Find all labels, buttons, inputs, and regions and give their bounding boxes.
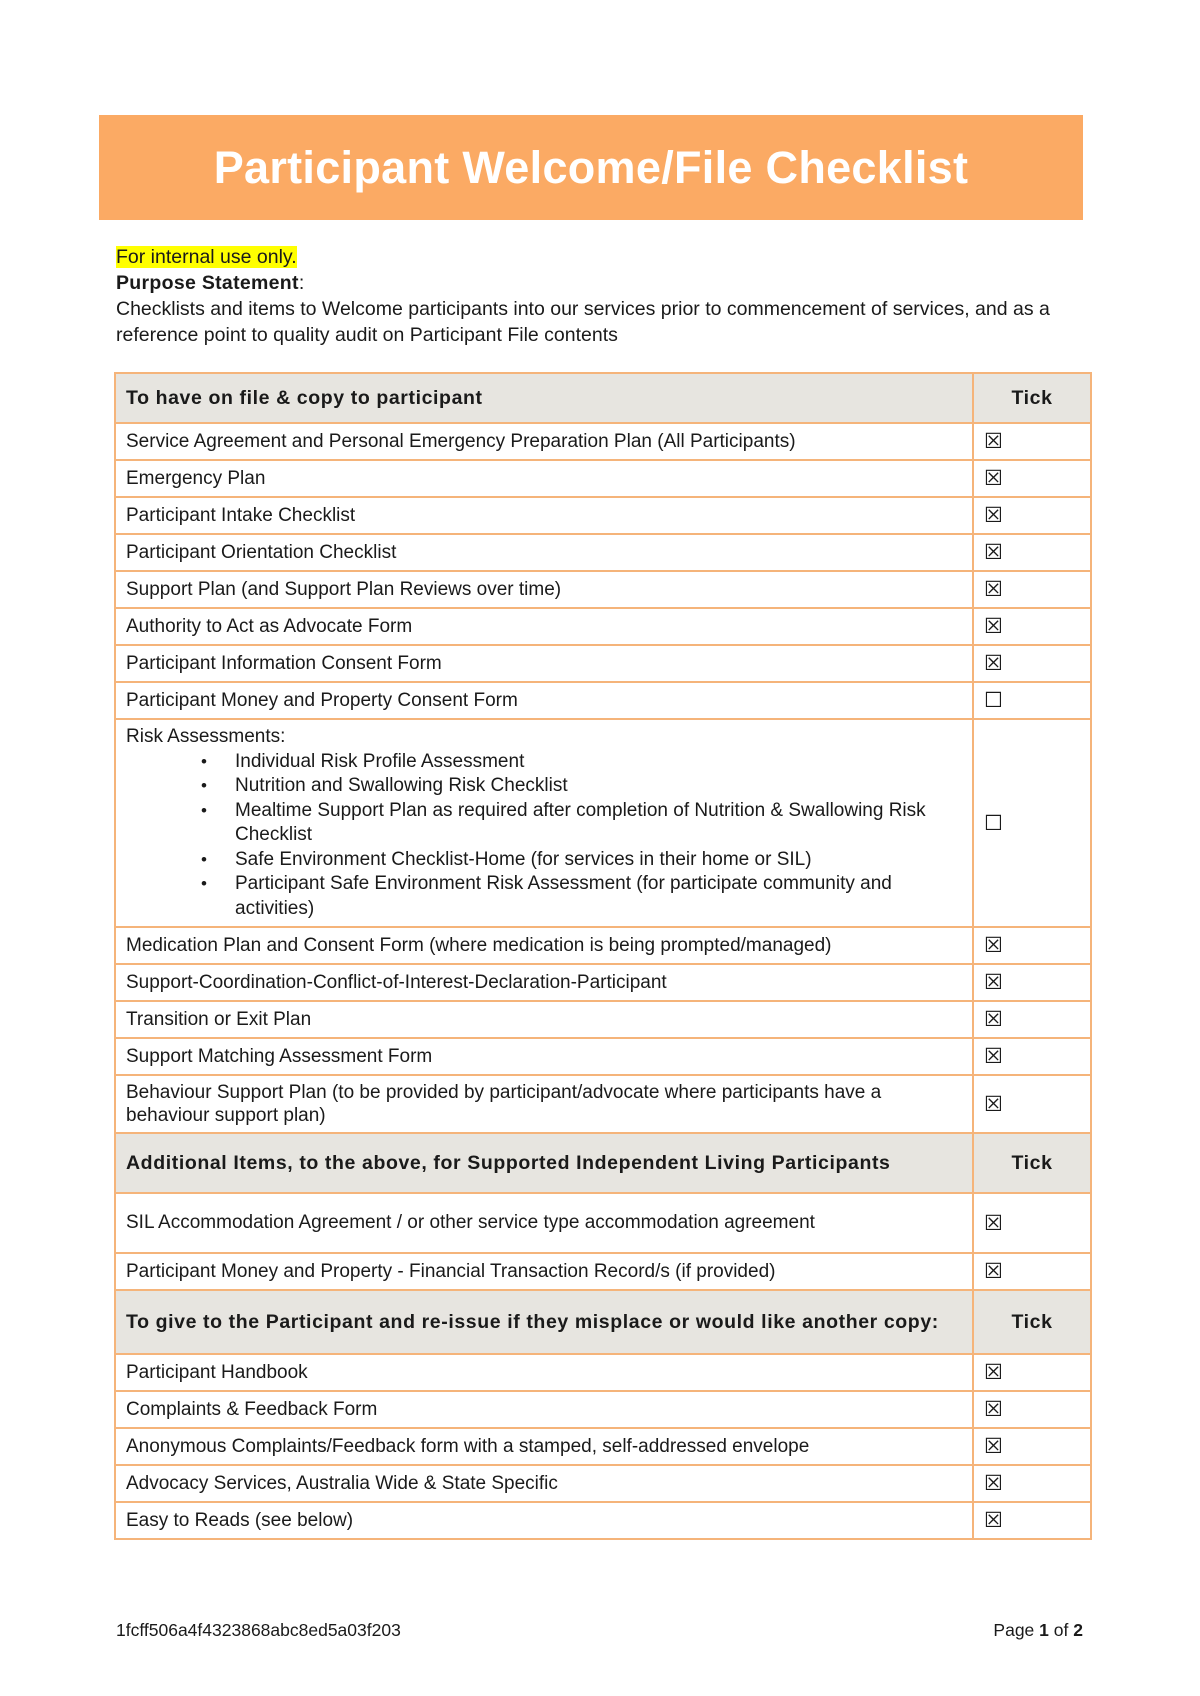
checkbox-checked[interactable]: ☒ (973, 460, 1091, 497)
item-label: Support Plan (and Support Plan Reviews over time) (115, 571, 973, 608)
checkbox-checked[interactable]: ☒ (973, 1001, 1091, 1038)
checkbox-checked[interactable]: ☒ (973, 1075, 1091, 1133)
list-item (201, 848, 962, 873)
section-header-label: To have on file & copy to participant (115, 373, 973, 423)
item-label: Participant Handbook (115, 1354, 973, 1391)
table-row (115, 927, 1091, 964)
section-header-give-to-participant (115, 1290, 1091, 1354)
item-label: Support-Coordination-Conflict-of-Interest-Declaration-Participant (115, 964, 973, 1001)
list-item (201, 774, 962, 799)
page-total: 2 (1073, 1620, 1083, 1640)
table-row (115, 1502, 1091, 1539)
checkbox-checked[interactable]: ☒ (973, 964, 1091, 1001)
checklist-table (114, 372, 1092, 1540)
bullet-icon: • (201, 849, 207, 869)
list-item-text: Mealtime Support Plan as required after completion of Nutrition & Swallowing Risk Checklist (235, 799, 926, 845)
page-number (993, 1620, 1083, 1641)
section-header-on-file (115, 373, 1091, 423)
item-label: Participant Orientation Checklist (115, 534, 973, 571)
checkbox-checked[interactable]: ☒ (973, 423, 1091, 460)
item-label: Service Agreement and Personal Emergency Preparation Plan (All Participants) (115, 423, 973, 460)
risk-assessments-label: Risk Assessments: (126, 726, 286, 747)
checkbox-unchecked[interactable]: ☐ (973, 719, 1091, 927)
item-label: Support Matching Assessment Form (115, 1038, 973, 1075)
table-row (115, 534, 1091, 571)
checkbox-checked[interactable]: ☒ (973, 1354, 1091, 1391)
risk-assessments-cell (115, 719, 973, 927)
item-label: Transition or Exit Plan (115, 1001, 973, 1038)
bullet-icon: • (201, 751, 207, 771)
list-item (201, 872, 962, 921)
checkbox-checked[interactable]: ☒ (973, 1391, 1091, 1428)
item-label: Behaviour Support Plan (to be provided by participant/advocate where participants have a behaviour support plan) (115, 1075, 973, 1133)
checkbox-checked[interactable]: ☒ (973, 497, 1091, 534)
intro-block (116, 244, 1101, 348)
bullet-icon: • (201, 800, 207, 820)
item-label: Medication Plan and Consent Form (where medication is being prompted/managed) (115, 927, 973, 964)
item-label: Participant Intake Checklist (115, 497, 973, 534)
table-row (115, 1193, 1091, 1253)
table-row (115, 497, 1091, 534)
checkbox-checked[interactable]: ☒ (973, 1038, 1091, 1075)
checkbox-checked[interactable]: ☒ (973, 571, 1091, 608)
checkbox-checked[interactable]: ☒ (973, 1253, 1091, 1290)
page-title: Participant Welcome/File Checklist (213, 141, 969, 193)
item-label: Complaints & Feedback Form (115, 1391, 973, 1428)
risk-assessments-list (126, 750, 962, 922)
list-item-text: Individual Risk Profile Assessment (235, 750, 525, 772)
table-row (115, 571, 1091, 608)
checkbox-checked[interactable]: ☒ (973, 1428, 1091, 1465)
table-row (115, 1391, 1091, 1428)
table-row (115, 1354, 1091, 1391)
purpose-label: Purpose Statement (116, 272, 299, 294)
section-header-label: To give to the Participant and re-issue if they misplace or would like another copy: (115, 1290, 973, 1354)
table-row (115, 1001, 1091, 1038)
table-row (115, 423, 1091, 460)
table-row (115, 964, 1091, 1001)
table-row (115, 1075, 1091, 1133)
section-header-sil (115, 1133, 1091, 1193)
bullet-icon: • (201, 776, 207, 795)
table-row (115, 1465, 1091, 1502)
purpose-text: Checklists and items to Welcome participants into our services prior to commencement of services, and as a reference point to quality audit on Participant File contents (116, 298, 1050, 346)
risk-assessments-row (115, 719, 1091, 927)
list-item-text: Nutrition and Swallowing Risk Checklist (235, 775, 568, 796)
checkbox-checked[interactable]: ☒ (973, 645, 1091, 682)
document-id: 1fcff506a4f4323868abc8ed5a03f203 (116, 1620, 401, 1640)
internal-use-note: For internal use only. (116, 246, 297, 268)
item-label: Advocacy Services, Australia Wide & State Specific (115, 1465, 973, 1502)
purpose-colon: : (298, 272, 305, 294)
checkbox-checked[interactable]: ☒ (973, 927, 1091, 964)
checkbox-checked[interactable]: ☒ (973, 534, 1091, 571)
list-item (201, 799, 962, 848)
page-current: 1 (1039, 1620, 1049, 1640)
table-row (115, 1253, 1091, 1290)
title-banner (99, 115, 1083, 220)
checkbox-checked[interactable]: ☒ (973, 1465, 1091, 1502)
tick-column-header: Tick (973, 1133, 1091, 1193)
list-item-text: Participant Safe Environment Risk Assessment (for participate community and activities) (235, 873, 892, 919)
checkbox-checked[interactable]: ☒ (973, 608, 1091, 645)
table-row (115, 1428, 1091, 1465)
item-label: Participant Information Consent Form (115, 645, 973, 682)
tick-column-header: Tick (973, 1290, 1091, 1354)
item-label: Easy to Reads (see below) (115, 1502, 973, 1539)
table-row (115, 645, 1091, 682)
item-label: Participant Money and Property - Financial Transaction Record/s (if provided) (115, 1253, 973, 1290)
bullet-icon: • (201, 874, 207, 893)
item-label: Anonymous Complaints/Feedback form with a stamped, self-addressed envelope (115, 1428, 973, 1465)
table-row (115, 460, 1091, 497)
page-prefix: Page (993, 1620, 1035, 1640)
checkbox-checked[interactable]: ☒ (973, 1502, 1091, 1539)
item-label: Authority to Act as Advocate Form (115, 608, 973, 645)
checkbox-unchecked[interactable]: ☐ (973, 682, 1091, 719)
table-row (115, 1038, 1091, 1075)
item-label: SIL Accommodation Agreement / or other service type accommodation agreement (115, 1193, 973, 1253)
item-label: Emergency Plan (115, 460, 973, 497)
page-of: of (1053, 1620, 1069, 1640)
list-item-text: Safe Environment Checklist-Home (for services in their home or SIL) (235, 848, 812, 870)
item-label: Participant Money and Property Consent Form (115, 682, 973, 719)
table-row (115, 608, 1091, 645)
table-row (115, 682, 1091, 719)
section-header-label: Additional Items, to the above, for Supported Independent Living Participants (115, 1133, 973, 1193)
tick-column-header: Tick (973, 373, 1091, 423)
list-item (201, 750, 962, 775)
checkbox-checked[interactable]: ☒ (973, 1193, 1091, 1253)
